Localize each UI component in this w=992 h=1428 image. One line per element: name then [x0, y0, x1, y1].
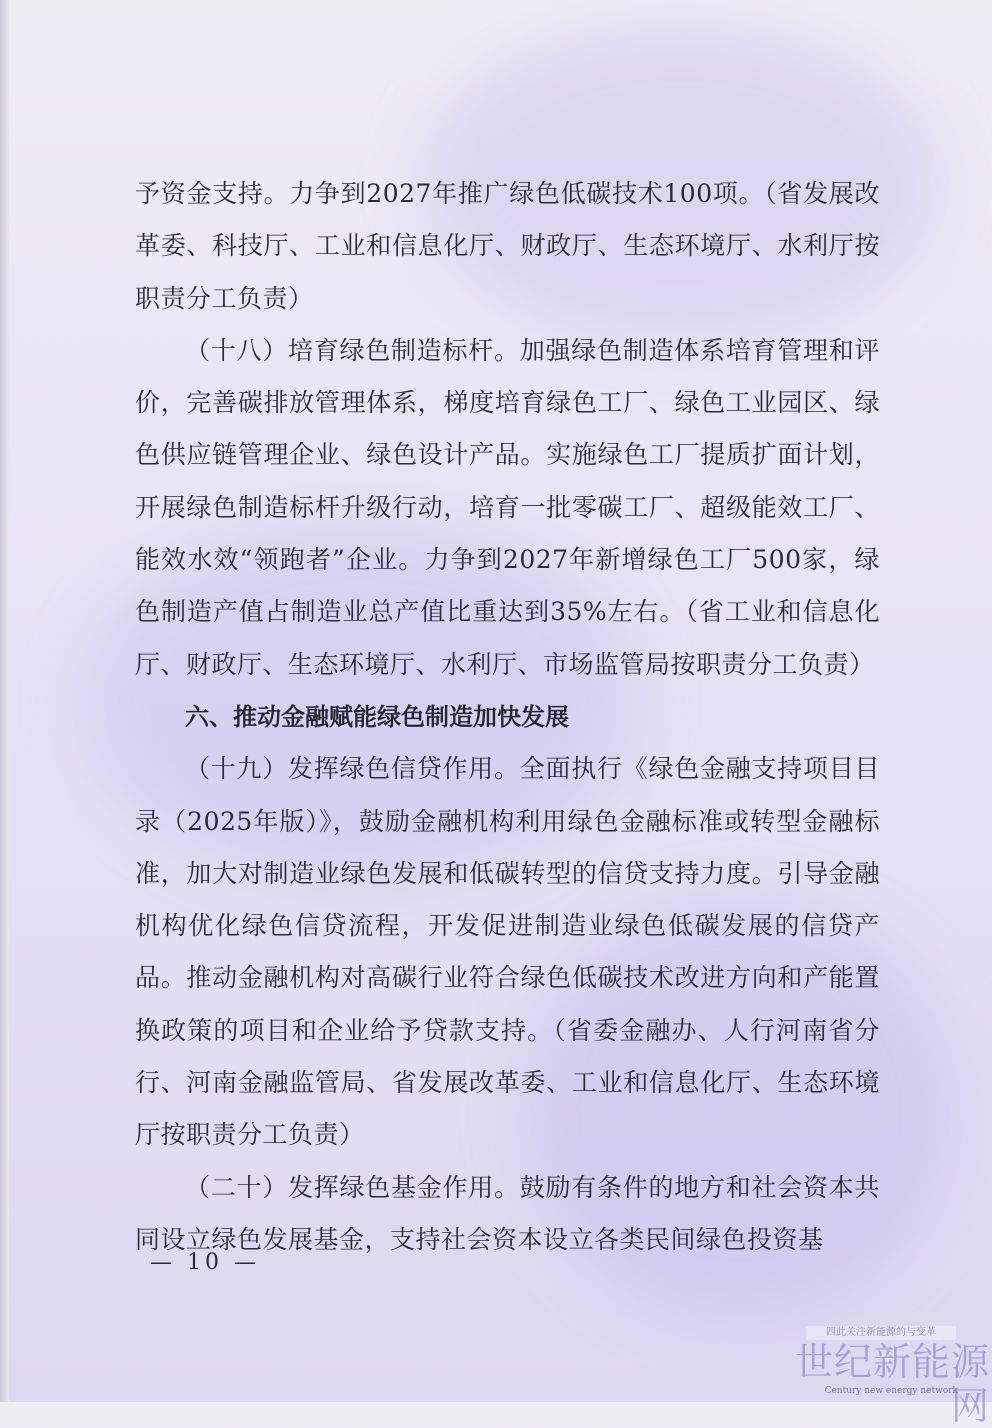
- paragraph-section-20: （二十）发挥绿色基金作用。鼓励有条件的地方和社会资本共同设立绿色发展基金，支持社会资本设立各类民间绿色投资基: [135, 1172, 880, 1254]
- page-edge: [0, 0, 9, 1402]
- watermark-logo: 世纪新能源网: [794, 1340, 990, 1428]
- document-body: [135, 168, 880, 1266]
- paragraph-section-19: （十九）发挥绿色信贷作用。全面执行《绿色金融支持项目目录（2025年版）》，鼓励金融机构利用绿色金融标准或转型金融标准，加大对制造业绿色发展和低碳转型的信贷支持力度。引导金融机构优化绿色信贷流程，开发促进制造业绿色低碳发展的信贷产品。推动金融机构对高碳行业符合绿色低碳技术改进方向和产能置换政策的项目和企业给予贷款支持。（省委金融办、人行河南省分行、河南金融监管局、省发展改革委、工业和信息化厅、生态环境厅按职责分工负责）: [135, 754, 880, 1150]
- section-heading-6: 六、推动金融赋能绿色制造加快发展: [185, 702, 569, 731]
- page-number: — 10 —: [150, 1250, 260, 1275]
- watermark-english: Century new energy network: [824, 1386, 958, 1396]
- watermark-caption: 四此关注新能源的与变革: [806, 1326, 956, 1340]
- paragraph-section-18: （十八）培育绿色制造标杆。加强绿色制造体系培育管理和评价，完善碳排放管理体系，梯度培育绿色工厂、绿色工业园区、绿色供应链管理企业、绿色设计产品。实施绿色工厂提质扩面计划，开展绿色制造标杆升级行动，培育一批零碳工厂、超级能效工厂、能效水效“领跑者”企业。力争到2027年新增绿色工厂500家，绿色制造产值占制造业总产值比重达到35%左右。（省工业和信息化厅、财政厅、生态环境厅、水利厅、市场监管局按职责分工负责）: [135, 335, 880, 679]
- paragraph-continuation: 予资金支持。力争到2027年推广绿色低碳技术100项。（省发展改革委、科技厅、工业和信息化厅、财政厅、生态环境厅、水利厅按职责分工负责）: [135, 179, 880, 313]
